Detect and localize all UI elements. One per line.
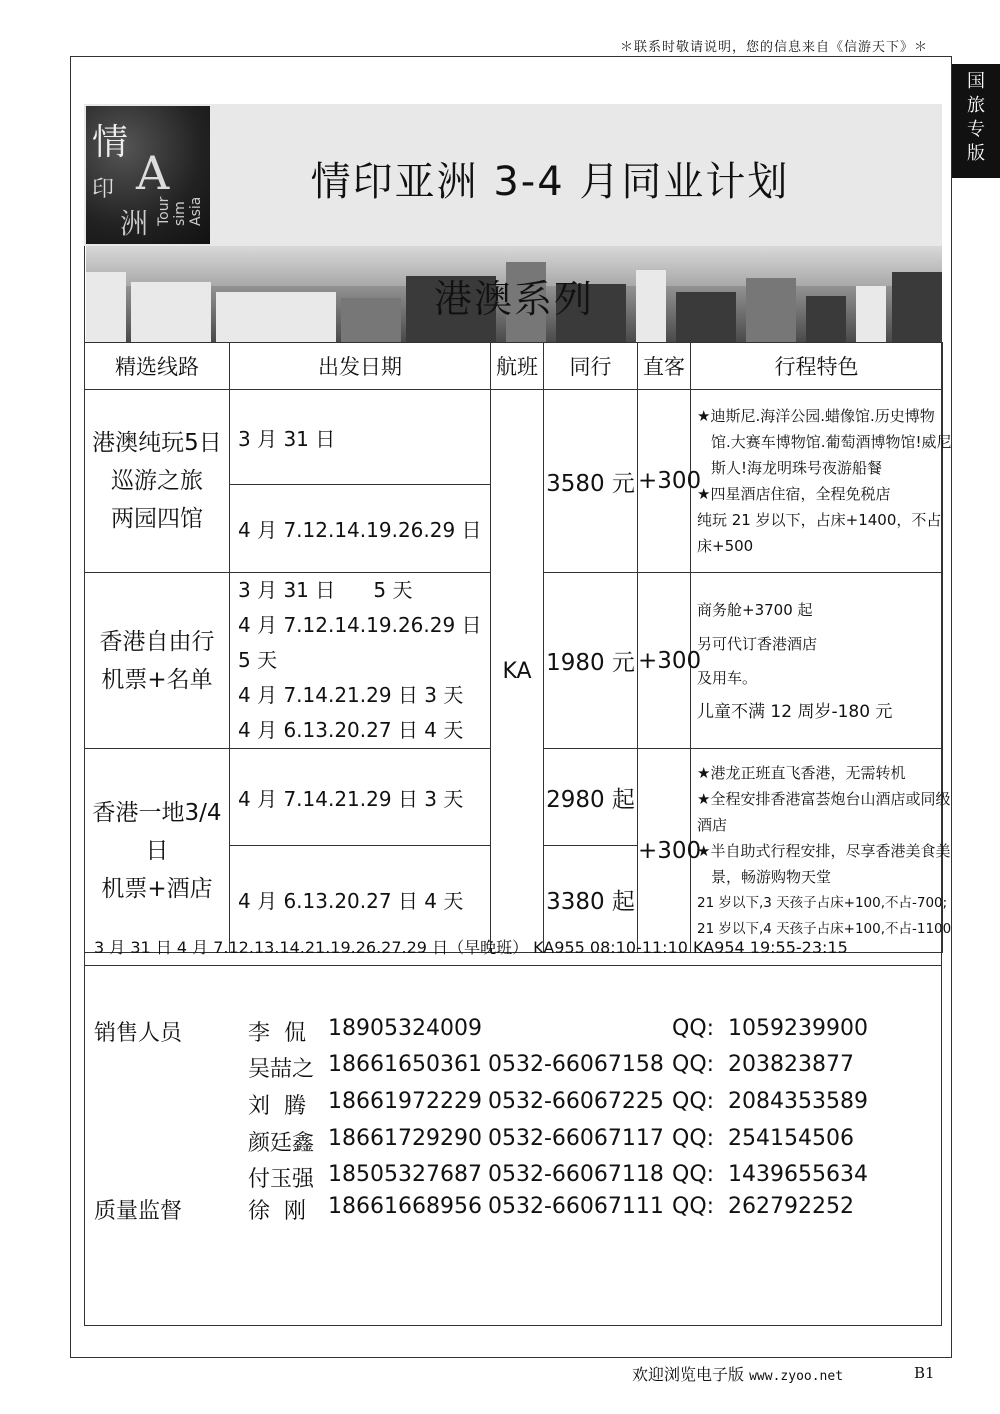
feature-line: 纯玩 21 岁以下，占床+1400，不占: [697, 511, 942, 529]
flight-cell: KA: [491, 390, 544, 953]
contact-qq-label: QQ:: [672, 1126, 715, 1151]
contact-name: 刘 腾: [248, 1094, 306, 1119]
route-line: 机票+酒店: [101, 875, 213, 902]
direct-cell: +300: [638, 390, 691, 573]
feature-line: ★全程安排香港富荟炮台山酒店或同级: [697, 789, 951, 808]
date-cell: 4 月 7.14.21.29 日 3 天: [230, 749, 491, 846]
logo-char: 洲: [120, 207, 149, 240]
route-cell: [85, 573, 230, 749]
feature-line: 景，畅游购物天堂: [711, 867, 832, 886]
feature-line: 床+500: [697, 537, 754, 555]
contact-qq: 262792252: [728, 1194, 854, 1219]
column-header: 航班: [491, 343, 544, 390]
top-note: ＊联系时敬请说明，您的信息来自《信游天下》＊: [620, 40, 929, 55]
column-header: 直客: [638, 343, 691, 390]
table-header-row: [85, 343, 943, 390]
route-line: 机票+名单: [101, 666, 213, 693]
route-line: 香港一地3/4日: [92, 799, 222, 864]
page-title: 情印亚洲 3-4 月同业计划: [310, 159, 790, 205]
contact-mobile: 18661972229: [328, 1089, 482, 1114]
price-cell: 1980 元: [544, 573, 638, 749]
sales-label: 销售人员: [94, 1021, 183, 1046]
side-tab-char: 国: [967, 71, 985, 92]
contact-mobile: 18505327687: [328, 1162, 482, 1187]
contact-phone: 0532-66067117: [488, 1126, 664, 1151]
contact-name: 付玉强: [248, 1167, 315, 1192]
contact-name: 李 侃: [248, 1021, 306, 1046]
route-line: 香港自由行: [99, 628, 215, 655]
side-tab-char: 版: [967, 143, 985, 164]
contact-qq-label: QQ:: [672, 1162, 715, 1187]
column-header: 出发日期: [230, 343, 491, 390]
date-line: 4 月 6.13.20.27 日 4 天: [238, 718, 464, 742]
route-cell: [85, 390, 230, 573]
contact-phone: 0532-66067118: [488, 1162, 664, 1187]
contact-qq: 1439655634: [728, 1162, 868, 1187]
contact-qq-label: QQ:: [672, 1016, 715, 1041]
footer: [632, 1362, 843, 1385]
feature-line: 酒店: [697, 815, 728, 834]
contact-mobile: 18905324009: [328, 1016, 482, 1041]
feature-line: 21 岁以下,4 天孩子占床+100,不占-1100: [697, 920, 952, 937]
feature-line: 斯人!海龙明珠号夜游船餐: [711, 459, 883, 477]
route-cell: [85, 749, 230, 953]
column-header: 同行: [544, 343, 638, 390]
contact-qq-label: QQ:: [672, 1089, 715, 1114]
date-line: 4 月 7.12.14.19.26.29 日 5 天: [238, 613, 482, 672]
brand-logo: [86, 106, 210, 244]
contact-phone: 0532-66067158: [488, 1052, 664, 1077]
contact-qq-label: QQ:: [672, 1194, 715, 1219]
date-cell: 3 月 31 日: [230, 390, 491, 485]
route-line: 港澳纯玩5日: [92, 430, 222, 456]
table-row: [85, 390, 943, 485]
contact-qq: 203823877: [728, 1052, 854, 1077]
contact-mobile: 18661729290: [328, 1126, 482, 1151]
date-cell: [230, 573, 491, 749]
logo-char: A: [136, 146, 170, 200]
flight-schedule: 3 月 31 日 4 月 7.12.13.14.21.19.26.27.29 日（早晚班） KA955 08:10-11:10 KA954 19:55-23:15: [84, 930, 942, 966]
direct-cell: +300: [638, 749, 691, 953]
tour-table: [84, 342, 952, 953]
feature-line: ★半自助式行程安排，尽享香港美食美: [697, 841, 951, 860]
contact-name: 颜廷鑫: [248, 1131, 315, 1156]
route-line: 巡游之旅: [111, 468, 203, 494]
direct-cell: +300: [638, 573, 691, 749]
contact-qq: 254154506: [728, 1126, 854, 1151]
series-subtitle: 港澳系列: [433, 277, 594, 321]
logo-char: 情: [92, 122, 129, 163]
logo-latin: Tour sim Asia: [156, 196, 204, 226]
feature-line: ★迪斯尼.海洋公园.蜡像馆.历史博物: [697, 407, 935, 425]
feature-line: 21 岁以下,3 天孩子占床+100,不占-700;: [697, 894, 948, 911]
contact-phone: 0532-66067111: [488, 1194, 664, 1219]
page-number: B1: [914, 1364, 935, 1382]
column-header: 行程特色: [691, 343, 943, 390]
contact-qq: 1059239900: [728, 1016, 868, 1041]
footer-text: 欢迎浏览电子版: [632, 1365, 745, 1384]
date-line: 4 月 7.14.21.29 日 3 天: [238, 683, 464, 707]
feature-line: ★四星酒店住宿，全程免税店: [697, 485, 891, 503]
side-tab-char: 旅: [967, 95, 985, 116]
price-cell: 2980 起: [544, 749, 638, 846]
feature-line: 另可代订香港酒店: [697, 634, 818, 653]
contact-qq: 2084353589: [728, 1089, 868, 1114]
contact-name: 吴喆之: [248, 1057, 315, 1082]
feature-cell: [691, 390, 952, 573]
feature-cell: [691, 573, 943, 749]
logo-char: 印: [92, 177, 115, 202]
feature-cell: [691, 749, 952, 953]
feature-line: 馆.大赛车博物馆.葡萄酒博物馆!威尼: [711, 433, 952, 451]
contact-mobile: 18661650361: [328, 1052, 482, 1077]
contact-mobile: 18661668956: [328, 1194, 482, 1219]
feature-line: ★港龙正班直飞香港，无需转机: [697, 763, 906, 782]
date-cell: 4 月 7.12.14.19.26.29 日: [230, 485, 491, 573]
price-cell: 3580 元: [544, 390, 638, 573]
feature-line: 儿童不满 12 周岁-180 元: [697, 701, 893, 722]
route-line: 两园四馆: [111, 506, 203, 532]
date-line: 3 月 31 日 5 天: [238, 578, 413, 602]
contact-phone: 0532-66067225: [488, 1089, 664, 1114]
contact-qq-label: QQ:: [672, 1052, 715, 1077]
contact-name: 徐 刚: [248, 1199, 306, 1224]
column-header: 精选线路: [85, 343, 230, 390]
quality-label: 质量监督: [94, 1199, 183, 1224]
footer-url[interactable]: www.zyoo.net: [749, 1369, 844, 1384]
feature-line: 商务舱+3700 起: [697, 600, 813, 619]
date-cell: 4 月 6.13.20.27 日 4 天: [230, 846, 491, 953]
side-tab-char: 专: [967, 119, 985, 140]
feature-line: 及用车。: [697, 668, 758, 687]
price-cell: 3380 起: [544, 846, 638, 953]
side-tab: [952, 64, 1000, 178]
